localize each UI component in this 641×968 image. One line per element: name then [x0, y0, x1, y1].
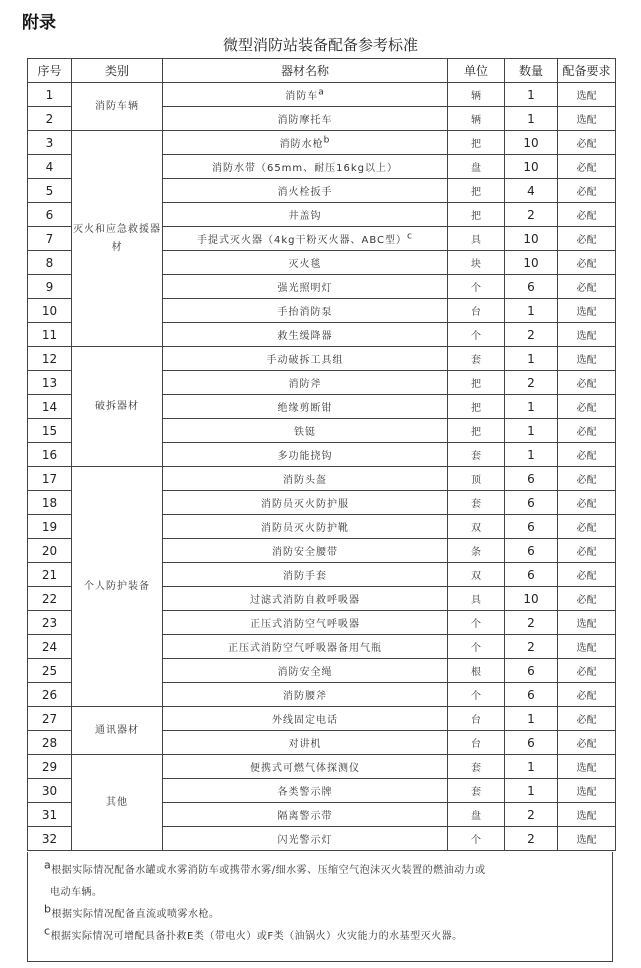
quantity-cell: 1: [505, 83, 558, 107]
equipment-name: [163, 203, 448, 227]
unit-cell: 个: [448, 635, 505, 659]
unit-cell: 套: [448, 779, 505, 803]
equipment-name: [163, 611, 448, 635]
equipment-name: [163, 395, 448, 419]
equipment-name-text: 多功能挠钩: [277, 451, 333, 462]
unit-cell: 台: [448, 299, 505, 323]
row-number: 12: [28, 347, 72, 371]
equipment-name-text: 消防手套: [283, 571, 327, 582]
header-no: 序号: [28, 59, 72, 83]
footnote-item: [44, 904, 592, 926]
equipment-name: [163, 587, 448, 611]
row-number: 18: [28, 491, 72, 515]
row-number: 20: [28, 539, 72, 563]
unit-cell: 台: [448, 731, 505, 755]
requirement-cell: 必配: [558, 683, 616, 707]
requirement-cell: 必配: [558, 467, 616, 491]
footnote-mark: c: [44, 924, 51, 938]
appendix-label: 附录: [22, 13, 56, 33]
row-number: 21: [28, 563, 72, 587]
quantity-cell: 2: [505, 611, 558, 635]
header-qty: 数量: [505, 59, 558, 83]
equipment-name-text: 消防腰斧: [283, 691, 327, 702]
equipment-name: [163, 323, 448, 347]
requirement-cell: 必配: [558, 563, 616, 587]
row-number: 24: [28, 635, 72, 659]
equipment-name: [163, 467, 448, 491]
quantity-cell: 6: [505, 515, 558, 539]
row-number: 3: [28, 131, 72, 155]
table-row: [28, 467, 616, 491]
row-number: 17: [28, 467, 72, 491]
requirement-cell: 必配: [558, 707, 616, 731]
unit-cell: 具: [448, 587, 505, 611]
unit-cell: 盘: [448, 155, 505, 179]
category-cell: 个人防护装备: [72, 467, 163, 707]
requirement-cell: 必配: [558, 371, 616, 395]
footnote-continuation: 电动车辆。: [50, 887, 103, 898]
unit-cell: 把: [448, 419, 505, 443]
table-row: [28, 347, 616, 371]
row-number: 26: [28, 683, 72, 707]
equipment-name-text: 手动破拆工具组: [266, 355, 344, 366]
unit-cell: 具: [448, 227, 505, 251]
equipment-name: [163, 419, 448, 443]
unit-cell: 个: [448, 275, 505, 299]
footnote-text: 根据实际情况配备水罐或水雾消防车或携带水雾/细水雾、压缩空气泡沫灭火装置的燃油动力或: [51, 865, 486, 876]
quantity-cell: 2: [505, 827, 558, 851]
equipment-name: [163, 107, 448, 131]
equipment-name-text: 便携式可燃气体探测仪: [250, 763, 360, 774]
row-number: 28: [28, 731, 72, 755]
unit-cell: 套: [448, 347, 505, 371]
footnote-mark: b: [44, 902, 52, 916]
equipment-name: [163, 803, 448, 827]
row-number: 5: [28, 179, 72, 203]
equipment-name: [163, 299, 448, 323]
quantity-cell: 2: [505, 803, 558, 827]
category-cell: 灭火和应急救援器材: [72, 131, 163, 347]
equipment-name: [163, 155, 448, 179]
requirement-cell: 必配: [558, 179, 616, 203]
equipment-name-text: 灭火毯: [288, 259, 322, 270]
equipment-name-text: 救生缓降器: [277, 331, 333, 342]
quantity-cell: 10: [505, 587, 558, 611]
quantity-cell: 10: [505, 155, 558, 179]
equipment-name: [163, 755, 448, 779]
equipment-name-text: 强光照明灯: [277, 283, 333, 294]
quantity-cell: 10: [505, 131, 558, 155]
row-number: 16: [28, 443, 72, 467]
category-cell: 通讯器材: [72, 707, 163, 755]
header-name: 器材名称: [163, 59, 448, 83]
quantity-cell: 6: [505, 659, 558, 683]
quantity-cell: 2: [505, 203, 558, 227]
equipment-name-text: 消防安全绳: [277, 667, 333, 678]
category-cell: 破拆器材: [72, 347, 163, 467]
row-number: 19: [28, 515, 72, 539]
equipment-name-text: 井盖钩: [288, 211, 322, 222]
equipment-name-text: 消防员灭火防护靴: [261, 523, 349, 534]
unit-cell: 块: [448, 251, 505, 275]
table-row: [28, 83, 616, 107]
equipment-name-text: 铁铤: [294, 427, 316, 438]
unit-cell: 个: [448, 683, 505, 707]
header-category: 类别: [72, 59, 163, 83]
unit-cell: 把: [448, 395, 505, 419]
equipment-name: [163, 371, 448, 395]
requirement-cell: 选配: [558, 107, 616, 131]
equipment-name-text: 各类警示牌: [277, 787, 333, 798]
unit-cell: 把: [448, 131, 505, 155]
row-number: 4: [28, 155, 72, 179]
requirement-cell: 必配: [558, 491, 616, 515]
row-number: 9: [28, 275, 72, 299]
requirement-cell: 必配: [558, 731, 616, 755]
equipment-name-text: 正压式消防空气呼吸器: [250, 619, 360, 630]
quantity-cell: 1: [505, 395, 558, 419]
row-number: 11: [28, 323, 72, 347]
quantity-cell: 1: [505, 443, 558, 467]
equipment-name: [163, 443, 448, 467]
equipment-table: [27, 58, 616, 851]
quantity-cell: 4: [505, 179, 558, 203]
equipment-name-text: 消火栓扳手: [277, 187, 333, 198]
category-cell: 消防车辆: [72, 83, 163, 131]
quantity-cell: 6: [505, 491, 558, 515]
quantity-cell: 1: [505, 779, 558, 803]
row-number: 29: [28, 755, 72, 779]
table-row: [28, 131, 616, 155]
equipment-name-text: 消防摩托车: [277, 115, 333, 126]
requirement-cell: 选配: [558, 323, 616, 347]
unit-cell: 把: [448, 371, 505, 395]
row-number: 15: [28, 419, 72, 443]
equipment-name: [163, 347, 448, 371]
quantity-cell: 2: [505, 371, 558, 395]
equipment-name: [163, 635, 448, 659]
unit-cell: 顶: [448, 467, 505, 491]
requirement-cell: 必配: [558, 155, 616, 179]
table-header-row: [28, 59, 616, 83]
unit-cell: 盘: [448, 803, 505, 827]
row-number: 23: [28, 611, 72, 635]
row-number: 32: [28, 827, 72, 851]
unit-cell: 辆: [448, 83, 505, 107]
equipment-name: [163, 779, 448, 803]
equipment-name-text: 手抬消防泵: [277, 307, 333, 318]
equipment-name: [163, 83, 448, 107]
quantity-cell: 1: [505, 299, 558, 323]
requirement-cell: 选配: [558, 755, 616, 779]
equipment-name-text: 隔离警示带: [277, 811, 333, 822]
equipment-name-text: 消防员灭火防护服: [261, 499, 349, 510]
requirement-cell: 选配: [558, 827, 616, 851]
equipment-name-text: 绝缘剪断钳: [277, 403, 333, 414]
equipment-name: [163, 539, 448, 563]
requirement-cell: 选配: [558, 779, 616, 803]
row-number: 6: [28, 203, 72, 227]
requirement-cell: 选配: [558, 83, 616, 107]
requirement-cell: 选配: [558, 299, 616, 323]
header-req: 配备要求: [558, 59, 616, 83]
quantity-cell: 6: [505, 563, 558, 587]
requirement-cell: 必配: [558, 131, 616, 155]
equipment-name: [163, 707, 448, 731]
quantity-cell: 6: [505, 683, 558, 707]
requirement-cell: 选配: [558, 611, 616, 635]
quantity-cell: 1: [505, 755, 558, 779]
equipment-name: [163, 179, 448, 203]
quantity-cell: 10: [505, 251, 558, 275]
equipment-name-text: 过滤式消防自救呼吸器: [250, 595, 360, 606]
requirement-cell: 必配: [558, 443, 616, 467]
row-number: 7: [28, 227, 72, 251]
quantity-cell: 1: [505, 419, 558, 443]
unit-cell: 根: [448, 659, 505, 683]
equipment-name-text: 消防头盔: [283, 475, 327, 486]
unit-cell: 个: [448, 323, 505, 347]
row-number: 10: [28, 299, 72, 323]
equipment-name: [163, 683, 448, 707]
equipment-name: [163, 515, 448, 539]
equipment-name-text: 消防车: [285, 91, 319, 102]
requirement-cell: 必配: [558, 251, 616, 275]
quantity-cell: 6: [505, 539, 558, 563]
quantity-cell: 1: [505, 107, 558, 131]
equipment-name: [163, 491, 448, 515]
unit-cell: 辆: [448, 107, 505, 131]
equipment-name: [163, 251, 448, 275]
unit-cell: 双: [448, 563, 505, 587]
quantity-cell: 1: [505, 347, 558, 371]
footnote-item: [44, 926, 592, 948]
row-number: 13: [28, 371, 72, 395]
unit-cell: 条: [448, 539, 505, 563]
requirement-cell: 必配: [558, 587, 616, 611]
quantity-cell: 2: [505, 635, 558, 659]
requirement-cell: 选配: [558, 803, 616, 827]
row-number: 31: [28, 803, 72, 827]
equipment-name-text: 手提式灭火器（4kg干粉灭火器、ABC型）: [197, 235, 408, 246]
equipment-name-text: 消防斧: [288, 379, 322, 390]
footnote-marker: b: [323, 135, 331, 146]
requirement-cell: 必配: [558, 539, 616, 563]
header-unit: 单位: [448, 59, 505, 83]
row-number: 2: [28, 107, 72, 131]
table-row: [28, 707, 616, 731]
footnote-text: 根据实际情况配备直流或喷雾水枪。: [51, 909, 220, 920]
row-number: 25: [28, 659, 72, 683]
requirement-cell: 必配: [558, 419, 616, 443]
document-title: 微型消防站装备配备参考标准: [222, 36, 418, 54]
row-number: 22: [28, 587, 72, 611]
equipment-name-text: 外线固定电话: [272, 715, 338, 726]
equipment-name: [163, 659, 448, 683]
equipment-name: [163, 227, 448, 251]
unit-cell: 把: [448, 179, 505, 203]
equipment-name: [163, 563, 448, 587]
equipment-name-text: 消防水枪: [279, 139, 324, 150]
quantity-cell: 6: [505, 731, 558, 755]
requirement-cell: 必配: [558, 227, 616, 251]
table-row: [28, 755, 616, 779]
equipment-name: [163, 275, 448, 299]
footnote-text: 根据实际情况可增配具备扑救E类（带电火）或F类（油锅火）火灾能力的水基型灭火器。: [50, 931, 463, 942]
unit-cell: 台: [448, 707, 505, 731]
quantity-cell: 6: [505, 467, 558, 491]
row-number: 30: [28, 779, 72, 803]
quantity-cell: 10: [505, 227, 558, 251]
equipment-name: [163, 131, 448, 155]
row-number: 14: [28, 395, 72, 419]
unit-cell: 个: [448, 827, 505, 851]
requirement-cell: 必配: [558, 515, 616, 539]
footnote-marker: c: [407, 231, 413, 242]
equipment-name-text: 消防安全腰带: [272, 547, 338, 558]
footnote-item: [44, 860, 592, 882]
row-number: 27: [28, 707, 72, 731]
equipment-name-text: 正压式消防空气呼吸器备用气瓶: [228, 643, 382, 654]
footnotes: [27, 852, 613, 962]
unit-cell: 个: [448, 611, 505, 635]
equipment-name-text: 对讲机: [288, 739, 322, 750]
row-number: 8: [28, 251, 72, 275]
quantity-cell: 6: [505, 275, 558, 299]
quantity-cell: 1: [505, 707, 558, 731]
equipment-name: [163, 731, 448, 755]
requirement-cell: 选配: [558, 635, 616, 659]
footnote-mark: a: [44, 858, 52, 872]
equipment-name: [163, 827, 448, 851]
unit-cell: 套: [448, 755, 505, 779]
footnote-marker: a: [318, 87, 325, 98]
equipment-name-text: 闪光警示灯: [277, 835, 333, 846]
row-number: 1: [28, 83, 72, 107]
requirement-cell: 必配: [558, 659, 616, 683]
unit-cell: 套: [448, 491, 505, 515]
category-cell: 其他: [72, 755, 163, 851]
requirement-cell: 选配: [558, 347, 616, 371]
requirement-cell: 必配: [558, 275, 616, 299]
requirement-cell: 必配: [558, 395, 616, 419]
requirement-cell: 必配: [558, 203, 616, 227]
unit-cell: 双: [448, 515, 505, 539]
unit-cell: 套: [448, 443, 505, 467]
unit-cell: 把: [448, 203, 505, 227]
equipment-name-text: 消防水带（65mm、耐压16kg以上）: [211, 163, 399, 174]
quantity-cell: 2: [505, 323, 558, 347]
